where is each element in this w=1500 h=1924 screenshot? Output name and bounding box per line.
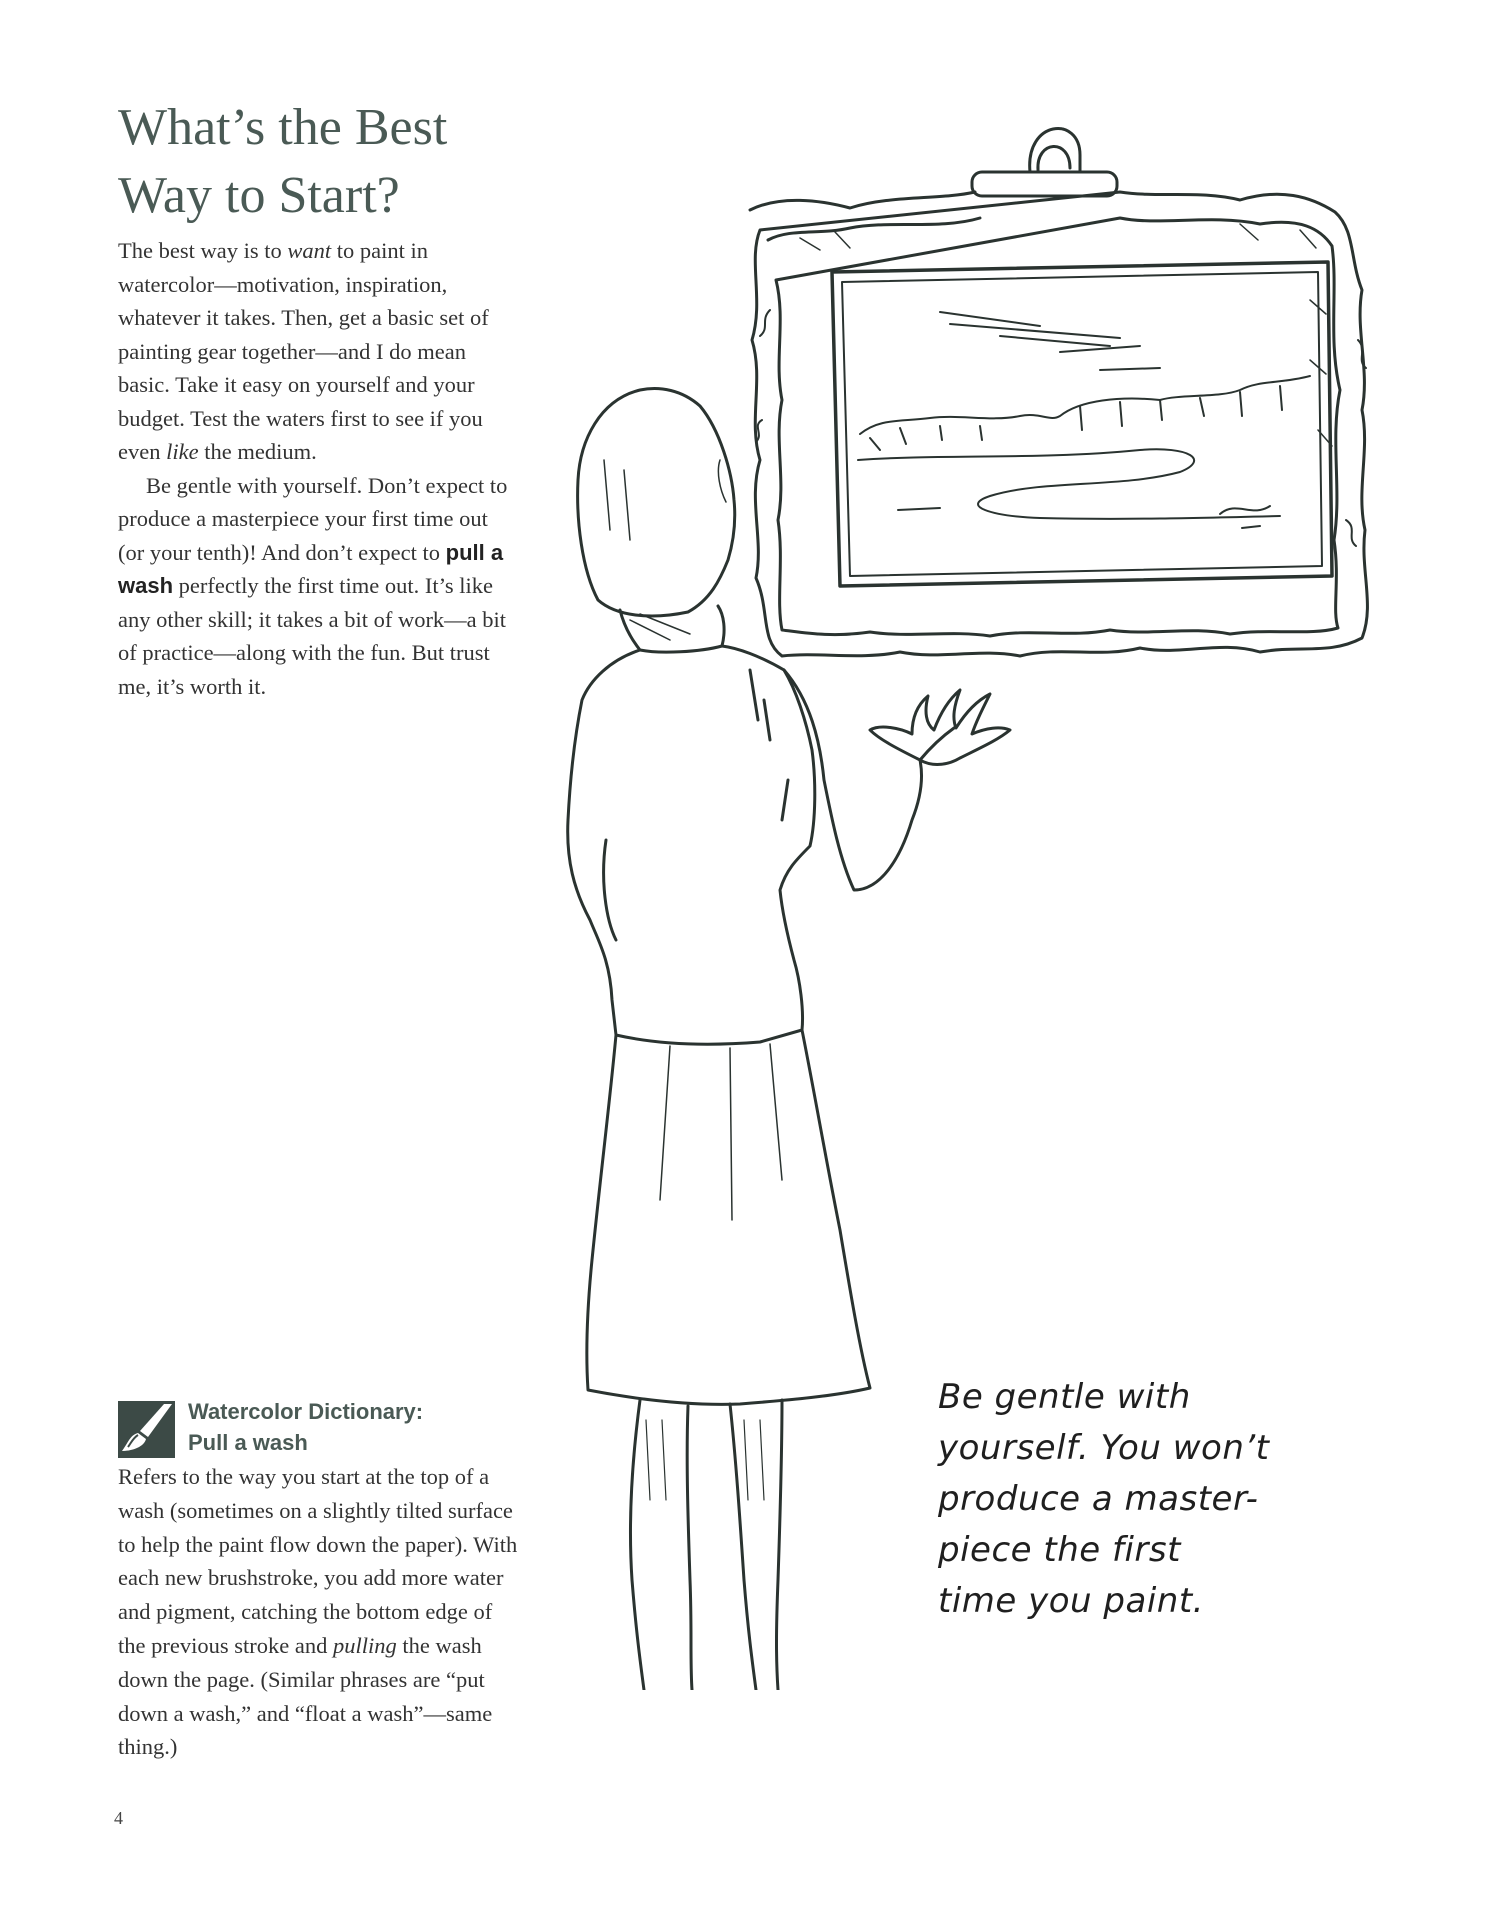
- p1-text-b: to paint in watercolor—motivation, inspiration, whatever it takes. Then, get a basic set of painting gear together—and I do mean basic. Take it easy on yourself and your budget. Test the waters first to see if you even: [118, 238, 489, 464]
- handnote-line-5: time you paint.: [938, 1581, 1204, 1621]
- title-line-1: What’s the Best: [118, 99, 448, 156]
- handnote-line-3: produce a master-: [938, 1479, 1259, 1519]
- raised-arm: [784, 670, 954, 890]
- handnote-line-2: yourself. You won’t: [938, 1428, 1270, 1468]
- hanger-bar: [972, 172, 1117, 196]
- hand: [870, 690, 1010, 764]
- p2-text-a: Be gentle with yourself. Don’t expect to produce a masterpiece your first time out (or your tenth)! And don’t expect to: [118, 472, 508, 565]
- left-leg: [630, 1400, 644, 1690]
- skirt: [587, 1030, 870, 1404]
- collar: [620, 606, 724, 652]
- p1-text-a: The best way is to: [118, 238, 288, 263]
- p1-emphasis-like: like: [166, 439, 199, 464]
- article-body: [118, 234, 518, 703]
- p1-text-c: the medium.: [198, 439, 317, 464]
- dictionary-heading-line-2: Pull a wash: [188, 1430, 308, 1455]
- handnote-line-4: piece the first: [938, 1530, 1181, 1570]
- glossary-term: pull a wash: [118, 539, 504, 598]
- page-title: [118, 94, 548, 230]
- definition-text-a: Refers to the way you start at the top of a wash (sometimes on a slightly tilted surface to help the paint flow down the paper). With each new brushstroke, you add more water and pigment, catching the bottom edge of the previous stroke and: [118, 1464, 518, 1658]
- p2-text-b: perfectly the first time out. It’s like any other skill; it takes a bit of work—a bit of practice—along with the fun. But trust me, it’s worth it.: [118, 573, 507, 699]
- definition-text-b: the wash down the page. (Similar phrases are “put down a wash,” and “float a wash”—same thing.): [118, 1632, 493, 1760]
- paintbrush-icon: [118, 1401, 175, 1458]
- title-line-2: Way to Start?: [118, 167, 400, 224]
- definition-emphasis: pulling: [332, 1632, 397, 1658]
- handnote-line-1: Be gentle with: [938, 1377, 1191, 1417]
- p1-emphasis-want: want: [287, 238, 332, 263]
- paragraph-2: [118, 469, 518, 704]
- paragraph-1: [118, 234, 518, 469]
- hair: [578, 389, 735, 616]
- dictionary-definition: [118, 1460, 518, 1764]
- landscape-painting: [858, 312, 1310, 528]
- right-leg: [730, 1404, 756, 1690]
- page-number: 4: [114, 1808, 123, 1828]
- dictionary-heading-line-1: Watercolor Dictionary:: [188, 1399, 424, 1424]
- dictionary-heading: [188, 1396, 528, 1458]
- handwritten-note: [938, 1372, 1298, 1627]
